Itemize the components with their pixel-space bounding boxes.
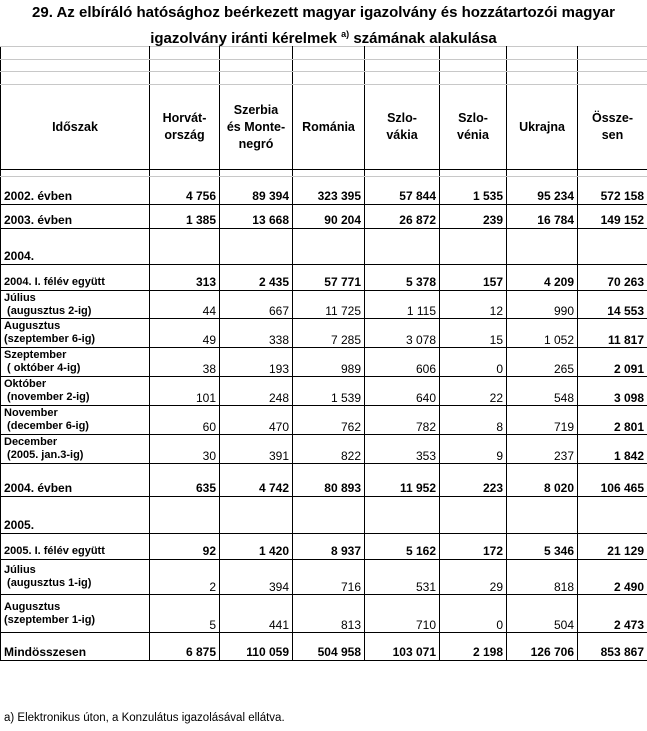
value-cell: 7 285 [293, 319, 365, 348]
value-cell: 782 [365, 406, 440, 435]
table-row [1, 595, 647, 633]
value-cell: 103 071 [365, 633, 440, 661]
value-cell: 8 [440, 406, 507, 435]
column-header: Szlo- vákia [365, 85, 440, 170]
value-cell: 101 [150, 377, 220, 406]
value-cell: 0 [440, 595, 507, 633]
value-cell: 12 [440, 291, 507, 319]
row-label: 2004. évben [1, 464, 150, 497]
empty-cell [507, 47, 578, 60]
value-cell: 719 [507, 406, 578, 435]
row-label: 2004. [1, 229, 150, 265]
column-header: Románia [293, 85, 365, 170]
empty-cell [365, 170, 440, 177]
table-row [1, 265, 647, 291]
value-cell: 4 209 [507, 265, 578, 291]
row-label: 2005. [1, 497, 150, 534]
table-row [1, 534, 647, 560]
value-cell: 0 [440, 348, 507, 377]
spacer-row [1, 47, 647, 60]
empty-cell [1, 47, 150, 60]
value-cell: 193 [220, 348, 293, 377]
value-cell: 667 [220, 291, 293, 319]
empty-cell [440, 60, 507, 72]
value-cell: 640 [365, 377, 440, 406]
value-cell: 15 [440, 319, 507, 348]
value-cell: 11 817 [578, 319, 647, 348]
empty-cell [365, 497, 440, 534]
statistics-table [0, 46, 647, 661]
title-line-2-end: számának alakulása [349, 30, 497, 47]
row-label: 2005. I. félév együtt [1, 534, 150, 560]
empty-cell [365, 229, 440, 265]
empty-cell [507, 229, 578, 265]
value-cell: 762 [293, 406, 365, 435]
value-cell: 394 [220, 560, 293, 595]
value-cell: 531 [365, 560, 440, 595]
table-title [0, 0, 647, 46]
value-cell: 57 844 [365, 177, 440, 205]
empty-cell [440, 170, 507, 177]
value-cell: 223 [440, 464, 507, 497]
value-cell: 70 263 [578, 265, 647, 291]
row-label: Július (augusztus 2-ig) [1, 291, 150, 319]
value-cell: 9 [440, 435, 507, 464]
title-line-2-text: igazolvány iránti kérelmek [150, 30, 337, 47]
table-row [1, 291, 647, 319]
value-cell: 2 [150, 560, 220, 595]
empty-cell [293, 47, 365, 60]
table-row [1, 464, 647, 497]
value-cell: 8 020 [507, 464, 578, 497]
value-cell: 313 [150, 265, 220, 291]
empty-cell [507, 72, 578, 85]
value-cell: 29 [440, 560, 507, 595]
value-cell: 16 784 [507, 205, 578, 229]
empty-cell [1, 60, 150, 72]
value-cell: 172 [440, 534, 507, 560]
value-cell: 2 801 [578, 406, 647, 435]
empty-cell [293, 497, 365, 534]
value-cell: 1 420 [220, 534, 293, 560]
empty-cell [578, 497, 647, 534]
empty-cell [365, 72, 440, 85]
value-cell: 157 [440, 265, 507, 291]
value-cell: 716 [293, 560, 365, 595]
value-cell: 3 078 [365, 319, 440, 348]
row-label: November (december 6-ig) [1, 406, 150, 435]
empty-cell [150, 170, 220, 177]
table-row [1, 497, 647, 534]
value-cell: 5 [150, 595, 220, 633]
empty-cell [440, 72, 507, 85]
empty-cell [365, 47, 440, 60]
value-cell: 5 378 [365, 265, 440, 291]
title-line-1: 29. Az elbíráló hatósághoz beérkezett magyar igazolvány és hozzátartozói magyar [32, 4, 615, 21]
value-cell: 30 [150, 435, 220, 464]
value-cell: 149 152 [578, 205, 647, 229]
column-header: Horvát- ország [150, 85, 220, 170]
value-cell: 4 742 [220, 464, 293, 497]
table-row [1, 560, 647, 595]
column-header: Ukrajna [507, 85, 578, 170]
value-cell: 710 [365, 595, 440, 633]
row-label: Augusztus (szeptember 6-ig) [1, 319, 150, 348]
value-cell: 106 465 [578, 464, 647, 497]
empty-cell [150, 72, 220, 85]
empty-cell [1, 170, 150, 177]
table-row [1, 319, 647, 348]
value-cell: 239 [440, 205, 507, 229]
empty-cell [1, 72, 150, 85]
empty-cell [293, 72, 365, 85]
empty-cell [578, 72, 647, 85]
value-cell: 572 158 [578, 177, 647, 205]
empty-cell [440, 497, 507, 534]
empty-cell [220, 229, 293, 265]
value-cell: 2 435 [220, 265, 293, 291]
empty-cell [507, 170, 578, 177]
empty-cell [507, 497, 578, 534]
column-header: Szlo- vénia [440, 85, 507, 170]
value-cell: 237 [507, 435, 578, 464]
empty-cell [578, 229, 647, 265]
table-row [1, 177, 647, 205]
value-cell: 4 756 [150, 177, 220, 205]
value-cell: 391 [220, 435, 293, 464]
empty-cell [440, 47, 507, 60]
empty-cell [365, 60, 440, 72]
row-label: 2004. I. félév együtt [1, 265, 150, 291]
value-cell: 248 [220, 377, 293, 406]
value-cell: 126 706 [507, 633, 578, 661]
table-row [1, 633, 647, 661]
value-cell: 5 346 [507, 534, 578, 560]
value-cell: 11 952 [365, 464, 440, 497]
value-cell: 813 [293, 595, 365, 633]
value-cell: 49 [150, 319, 220, 348]
empty-cell [578, 60, 647, 72]
value-cell: 44 [150, 291, 220, 319]
value-cell: 8 937 [293, 534, 365, 560]
empty-cell [293, 229, 365, 265]
table-row [1, 348, 647, 377]
empty-cell [150, 47, 220, 60]
value-cell: 1 115 [365, 291, 440, 319]
value-cell: 110 059 [220, 633, 293, 661]
value-cell: 635 [150, 464, 220, 497]
title-footnote-mark: a) [341, 29, 350, 39]
value-cell: 1 842 [578, 435, 647, 464]
value-cell: 338 [220, 319, 293, 348]
value-cell: 606 [365, 348, 440, 377]
value-cell: 2 473 [578, 595, 647, 633]
spacer-row [1, 60, 647, 72]
value-cell: 6 875 [150, 633, 220, 661]
empty-cell [220, 60, 293, 72]
column-header: Össze- sen [578, 85, 647, 170]
table-row [1, 435, 647, 464]
empty-cell [220, 72, 293, 85]
table-row [1, 205, 647, 229]
value-cell: 22 [440, 377, 507, 406]
column-header: Szerbia és Monte- negró [220, 85, 293, 170]
empty-cell [507, 60, 578, 72]
table-row [1, 406, 647, 435]
empty-cell [220, 497, 293, 534]
value-cell: 90 204 [293, 205, 365, 229]
table-row [1, 377, 647, 406]
value-cell: 89 394 [220, 177, 293, 205]
empty-cell [578, 170, 647, 177]
value-cell: 21 129 [578, 534, 647, 560]
value-cell: 2 198 [440, 633, 507, 661]
row-label: 2003. évben [1, 205, 150, 229]
table-row [1, 229, 647, 265]
value-cell: 1 385 [150, 205, 220, 229]
empty-cell [440, 229, 507, 265]
empty-cell [150, 229, 220, 265]
empty-cell [220, 170, 293, 177]
row-label: 2002. évben [1, 177, 150, 205]
value-cell: 818 [507, 560, 578, 595]
value-cell: 60 [150, 406, 220, 435]
value-cell: 95 234 [507, 177, 578, 205]
value-cell: 990 [507, 291, 578, 319]
value-cell: 80 893 [293, 464, 365, 497]
row-label: Október (november 2-ig) [1, 377, 150, 406]
empty-cell [293, 60, 365, 72]
value-cell: 1 052 [507, 319, 578, 348]
row-label: December (2005. jan.3-ig) [1, 435, 150, 464]
value-cell: 822 [293, 435, 365, 464]
header-row [1, 85, 647, 170]
value-cell: 3 098 [578, 377, 647, 406]
spacer-row [1, 72, 647, 85]
row-label: Szeptember ( október 4-ig) [1, 348, 150, 377]
value-cell: 265 [507, 348, 578, 377]
value-cell: 323 395 [293, 177, 365, 205]
empty-cell [220, 47, 293, 60]
value-cell: 853 867 [578, 633, 647, 661]
value-cell: 504 [507, 595, 578, 633]
value-cell: 2 091 [578, 348, 647, 377]
value-cell: 1 535 [440, 177, 507, 205]
empty-cell [293, 170, 365, 177]
empty-cell [150, 60, 220, 72]
value-cell: 353 [365, 435, 440, 464]
column-header: Időszak [1, 85, 150, 170]
row-label: Mindösszesen [1, 633, 150, 661]
value-cell: 26 872 [365, 205, 440, 229]
value-cell: 38 [150, 348, 220, 377]
value-cell: 92 [150, 534, 220, 560]
empty-cell [578, 47, 647, 60]
value-cell: 441 [220, 595, 293, 633]
value-cell: 2 490 [578, 560, 647, 595]
value-cell: 548 [507, 377, 578, 406]
value-cell: 504 958 [293, 633, 365, 661]
spacer-row [1, 170, 647, 177]
footnote: a) Elektronikus úton, a Konzulátus igazolásával ellátva. [4, 712, 285, 724]
empty-cell [150, 497, 220, 534]
row-label: Július (augusztus 1-ig) [1, 560, 150, 595]
value-cell: 989 [293, 348, 365, 377]
value-cell: 14 553 [578, 291, 647, 319]
value-cell: 5 162 [365, 534, 440, 560]
value-cell: 11 725 [293, 291, 365, 319]
value-cell: 57 771 [293, 265, 365, 291]
value-cell: 13 668 [220, 205, 293, 229]
row-label: Augusztus (szeptember 1-ig) [1, 595, 150, 633]
value-cell: 470 [220, 406, 293, 435]
value-cell: 1 539 [293, 377, 365, 406]
